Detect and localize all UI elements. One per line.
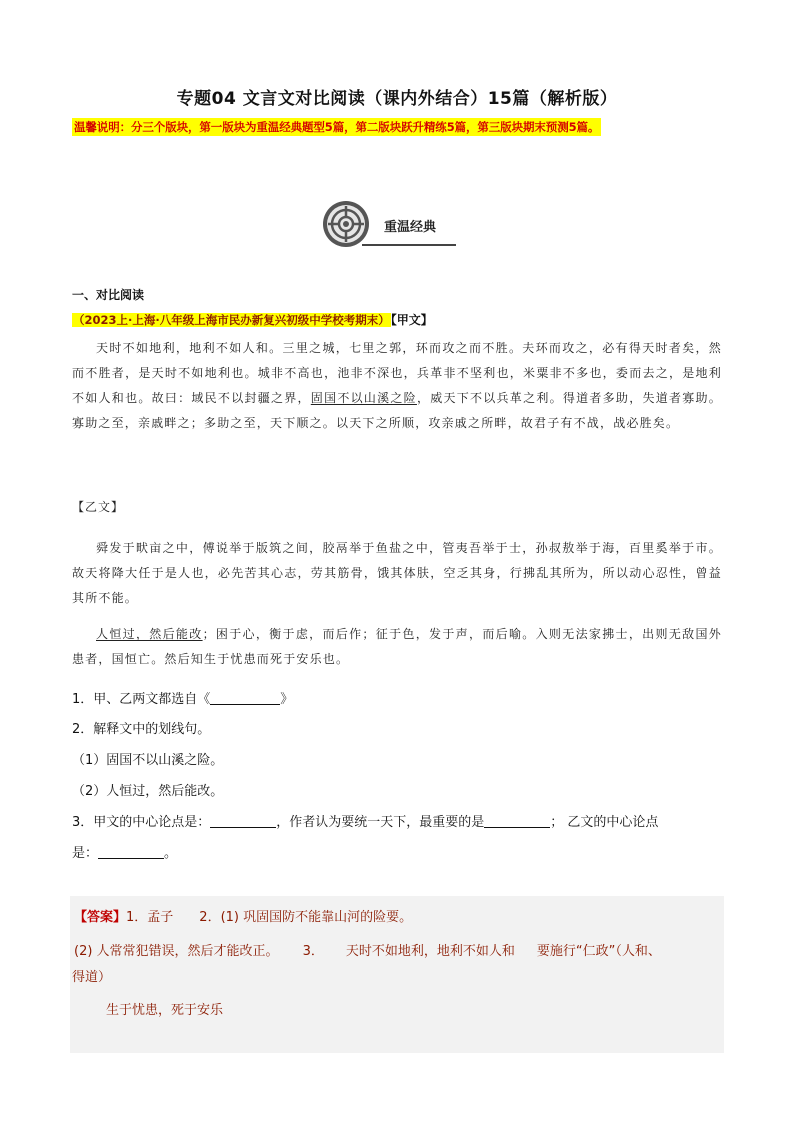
source-citation: （2023上·上海·八年级上海市民办新复兴初级中学校考期末） [73, 313, 390, 327]
jia-paragraph [72, 336, 722, 436]
q1-answer-blank[interactable] [210, 690, 280, 705]
q3-blank-2[interactable] [484, 813, 550, 828]
q3-text-b: ，作者认为要统一天下，最重要的是 [276, 815, 485, 830]
jia-underlined-sentence: 固国不以山溪之险 [310, 391, 417, 405]
answer-box [70, 896, 724, 1053]
answer-3-c: 生于忧患，死于安乐 [106, 1003, 224, 1018]
q3-blank-3[interactable] [98, 844, 164, 859]
question-heading: 一、对比阅读 [72, 288, 145, 302]
q3-text-e: 。 [164, 846, 178, 861]
jia-text-1: 天时不如地利，地利不如人和。三里之城，七里之郭，环而攻之而不胜。夫环而攻之，必有得天时者矣，然而不胜者，是天时不如地利也。城非不高也，池非不深也，兵革非不坚利也，米粟非不多也，委而去之，是地利不如人和也。故曰：域民不以封疆之界， [72, 341, 722, 405]
q3-text-a: 3．甲文的中心论点是： [72, 815, 211, 830]
q3-text-c: ； 乙文的中心论点 [550, 815, 659, 830]
yi-tag: 【乙文】 [72, 500, 125, 514]
question-2: 2．解释文中的划线句。 [72, 722, 211, 737]
q3-text-d: 是： [72, 846, 99, 861]
answer-tag: 【答案】 [74, 910, 127, 925]
answer-3-b: 要施行“仁政”（人和、 [536, 944, 661, 959]
section-badge [322, 200, 458, 250]
question-3 [72, 811, 658, 830]
jia-tag: 【甲文】 [390, 313, 433, 327]
yi-paragraph-2 [72, 622, 722, 672]
answer-3-label: 3． [302, 944, 324, 959]
target-icon [322, 200, 370, 248]
q3-blank-1[interactable] [210, 813, 276, 828]
notice-banner: 温馨说明：分三个版块，第一版块为重温经典题型5篇，第二版块跃升精练5篇，第三版块期末预测5篇。 [74, 120, 600, 134]
question-3-cont [72, 842, 177, 861]
answer-2-1: 2．(1) 巩固国防不能靠山河的险要。 [199, 910, 413, 925]
answer-2-2: (2) 人常常犯错误，然后才能改正。 [74, 944, 279, 959]
section-label: 重温经典 [384, 220, 437, 235]
yi-underlined-sentence: 人恒过，然后能改 [96, 627, 203, 641]
question-2-1: （1）固国不以山溪之险。 [72, 753, 224, 768]
answer-1: 1．孟子 [126, 910, 174, 925]
q1-text-a: 1．甲、乙两文都选自《 [72, 692, 211, 707]
source-line [72, 311, 433, 328]
answer-line-3: 得道） [72, 970, 112, 985]
section-underline [362, 244, 456, 246]
jia-text-2: ，威天下不以兵革之利。得道者多助，失道者寡助。寡助之至，亲戚畔之；多助之至，天下顺之。以天下之所顺，攻亲戚之所畔，故君子有不战，战必胜矣。 [72, 391, 722, 430]
page-title: 专题04 文言文对比阅读（课内外结合）15篇（解析版） [176, 89, 618, 109]
answer-line-2 [74, 940, 661, 959]
answer-line-1 [74, 906, 412, 925]
q1-text-b: 》 [280, 692, 294, 707]
yi-paragraph-1: 舜发于畎亩之中，傅说举于版筑之间，胶鬲举于鱼盐之中，管夷吾举于士，孙叔敖举于海，百里奚举于市。故天将降大任于是人也，必先苦其心志，劳其筋骨，饿其体肤，空乏其身，行拂乱其所为，所以动心忍性，曾益其所不能。 [72, 541, 722, 605]
answer-3-a: 天时不如地利，地利不如人和 [345, 944, 515, 959]
question-1 [72, 688, 293, 707]
question-2-2: （2）人恒过，然后能改。 [72, 784, 224, 799]
yi-text-2: ；困于心，衡于虑，而后作；征于色，发于声，而后喻。入则无法家拂士，出则无敌国外患者，国恒亡。然后知生于忧患而死于安乐也。 [72, 627, 722, 666]
